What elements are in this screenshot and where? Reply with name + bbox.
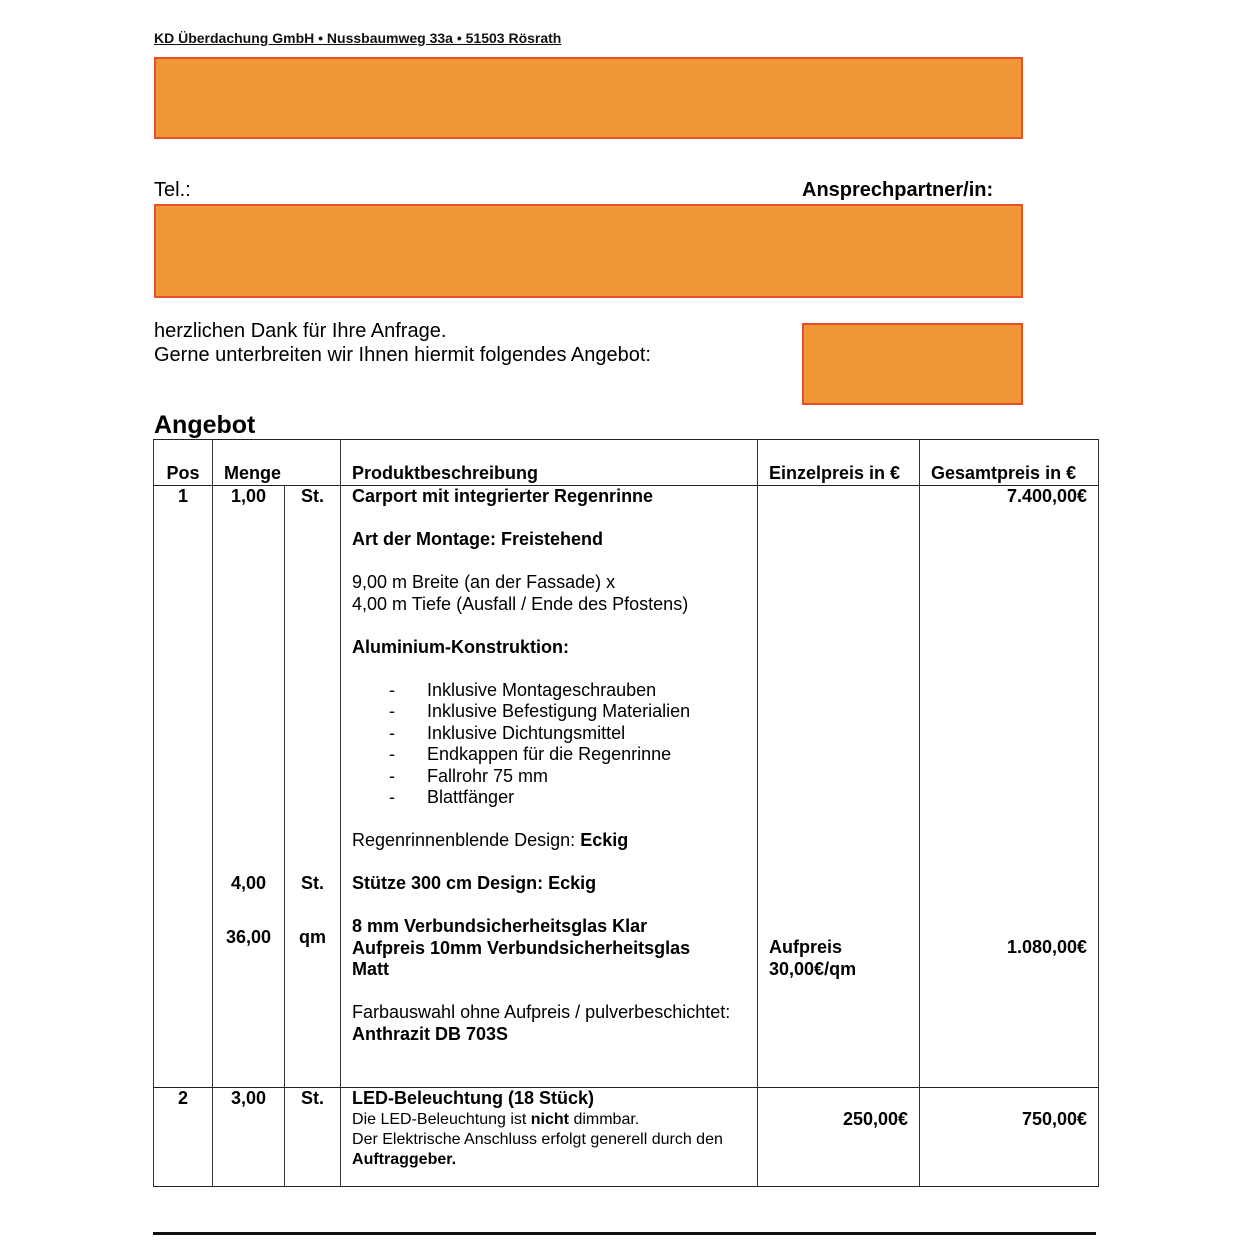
row2-note-3: Auftraggeber. [352, 1150, 457, 1168]
redacted-recipient-address [154, 57, 1023, 139]
row1-gutter-design: Regenrinnenblende Design: Eckig [352, 830, 629, 850]
row2-pos: 2 [154, 1088, 213, 1187]
row1-description [341, 486, 758, 1088]
table-row [154, 486, 1099, 1088]
greeting-line-2: Gerne unterbreiten wir Ihnen hiermit folgendes Angebot: [154, 344, 651, 366]
row1-glass-unit-price-line-2: 30,00€/qm [769, 958, 857, 979]
row2-description [341, 1088, 758, 1187]
row2-total-price: 750,00€ [920, 1088, 1099, 1187]
row1-unit-value: St. [301, 486, 325, 506]
row1-support-unit: St. [301, 872, 325, 893]
list-item: - Inklusive Montageschrauben [352, 680, 751, 702]
list-item: - Blattfänger [352, 787, 751, 809]
row1-depth: 4,00 m Tiefe (Ausfall / Ende des Pfostens) [352, 593, 689, 614]
row2-note-1: Die LED-Beleuchtung ist nicht dimmbar. [352, 1110, 640, 1128]
row2-qty: 3,00 [213, 1088, 285, 1187]
row1-width: 9,00 m Breite (an der Fassade) x [352, 572, 616, 592]
table-row [154, 1088, 1099, 1187]
row1-support-qty: 4,00 [230, 872, 267, 893]
header-unit-price: Einzelpreis in € [758, 440, 920, 486]
contact-person-label: Ansprechpartner/in: [802, 179, 994, 201]
row1-glass-total: 1.080,00€ [1006, 936, 1088, 957]
row1-glass-line-1: 8 mm Verbundsicherheitsglas Klar [352, 916, 648, 936]
row2-unit-price: 250,00€ [758, 1088, 920, 1187]
row1-total-value: 7.400,00€ [1006, 486, 1088, 506]
row1-pos [154, 486, 213, 1088]
dash-bullet-icon: - [389, 701, 396, 721]
greeting-text [154, 319, 651, 367]
row1-qty [213, 486, 285, 1088]
dash-bullet-icon: - [389, 787, 396, 807]
dash-bullet-icon: - [389, 765, 396, 786]
row2-note-2: Der Elektrische Anschluss erfolgt generell durch den [352, 1130, 723, 1148]
row1-title: Carport mit integrierter Regenrinne [352, 486, 654, 506]
offer-table [153, 439, 1099, 1187]
header-qty: Menge [213, 440, 341, 486]
row1-qty-value: 1,00 [230, 486, 267, 506]
row1-color-value: Anthrazit DB 703S [352, 1023, 509, 1044]
dash-bullet-icon: - [389, 722, 396, 743]
offer-heading: Angebot [154, 411, 256, 439]
tel-label: Tel.: [154, 179, 191, 201]
row1-support-desc: Stütze 300 cm Design: Eckig [352, 873, 597, 893]
greeting-line-1: herzlichen Dank für Ihre Anfrage. [154, 320, 447, 342]
dash-bullet-icon: - [389, 744, 396, 764]
row1-unit-price [758, 486, 920, 1088]
row1-glass-line-3: Matt [352, 959, 390, 979]
row2-title: LED-Beleuchtung (18 Stück) [352, 1088, 595, 1108]
row1-mounting: Art der Montage: Freistehend [352, 529, 604, 549]
footer-divider [153, 1232, 1096, 1235]
row1-construction: Aluminium-Konstruktion: [352, 636, 569, 657]
row1-glass-unit-price-line-1: Aufpreis [769, 937, 843, 957]
redacted-reference-box [802, 323, 1023, 405]
list-item: - Inklusive Befestigung Materialien [352, 701, 751, 723]
row1-glass-qty: 36,00 [225, 927, 272, 947]
row1-unit [285, 486, 341, 1088]
list-item: - Fallrohr 75 mm [352, 766, 751, 788]
table-header-row [154, 440, 1099, 486]
row1-glass-line-2: Aufpreis 10mm Verbundsicherheitsglas [352, 937, 691, 958]
row2-unit: St. [285, 1088, 341, 1187]
header-pos: Pos [154, 440, 213, 486]
sender-address-line: KD Überdachung GmbH • Nussbaumweg 33a • 51503 Rösrath [154, 30, 562, 46]
redacted-contact-block [154, 204, 1023, 298]
header-description: Produktbeschreibung [341, 440, 758, 486]
row1-color-label: Farbauswahl ohne Aufpreis / pulverbeschichtet: [352, 1002, 731, 1022]
list-item: - Endkappen für die Regenrinne [352, 744, 751, 766]
dash-bullet-icon: - [389, 679, 396, 700]
row1-glass-unit: qm [299, 927, 326, 947]
header-total-price: Gesamtpreis in € [920, 440, 1099, 486]
list-item: - Inklusive Dichtungsmittel [352, 723, 751, 745]
row1-bullet-list [352, 680, 751, 809]
row1-pos-value: 1 [177, 486, 188, 506]
row1-total-price [920, 486, 1099, 1088]
